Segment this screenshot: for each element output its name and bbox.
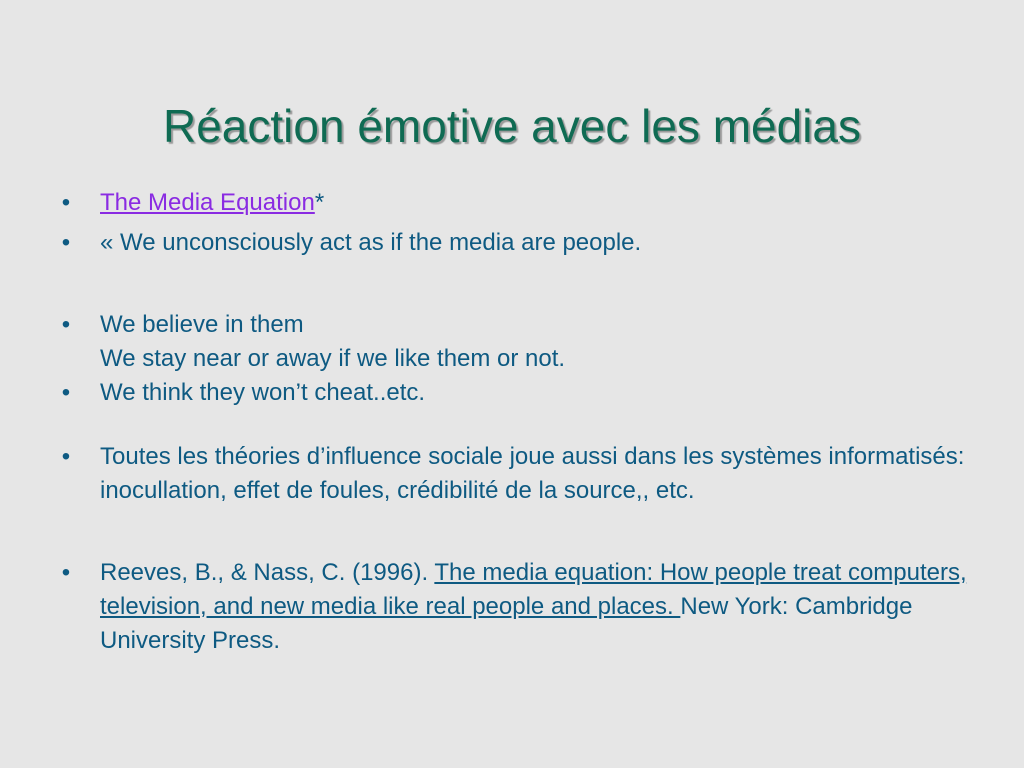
book-title-link[interactable]: The media equation: How people treat computers, television, and new media like real people and places. bbox=[100, 559, 967, 620]
bullet-icon: • bbox=[61, 379, 71, 406]
slide-title: Réaction émotive avec les médias bbox=[163, 100, 861, 152]
bullet-icon: • bbox=[61, 189, 71, 216]
bullet-text-line1: We believe in them bbox=[100, 311, 304, 338]
list-item bbox=[56, 308, 976, 376]
asterisk-text: * bbox=[314, 189, 325, 216]
media-equation-link[interactable]: The Media Equation bbox=[100, 189, 315, 216]
bullet-icon: • bbox=[61, 559, 71, 586]
list-item bbox=[56, 226, 976, 260]
bullet-icon: • bbox=[61, 443, 71, 470]
list-item bbox=[56, 556, 976, 658]
bullet-list bbox=[56, 186, 976, 658]
bullet-text: Toutes les théories d’influence sociale joue aussi dans les systèmes informatisés: inocullation, effet de foules, crédibilité de la source,, etc. bbox=[100, 443, 965, 504]
bullet-text: « We unconsciously act as if the media are people. bbox=[100, 229, 642, 256]
bullet-icon: • bbox=[61, 311, 71, 338]
list-item bbox=[56, 186, 976, 220]
list-item bbox=[56, 376, 976, 410]
bullet-text: We think they won’t cheat..etc. bbox=[100, 379, 426, 406]
bullet-text-line2: We stay near or away if we like them or not. bbox=[100, 345, 566, 372]
citation-suffix: New York: Cambridge University Press. bbox=[100, 593, 913, 654]
bullet-icon: • bbox=[61, 229, 71, 256]
list-item bbox=[56, 440, 976, 508]
citation-prefix: Reeves, B., & Nass, C. (1996). bbox=[100, 559, 435, 586]
